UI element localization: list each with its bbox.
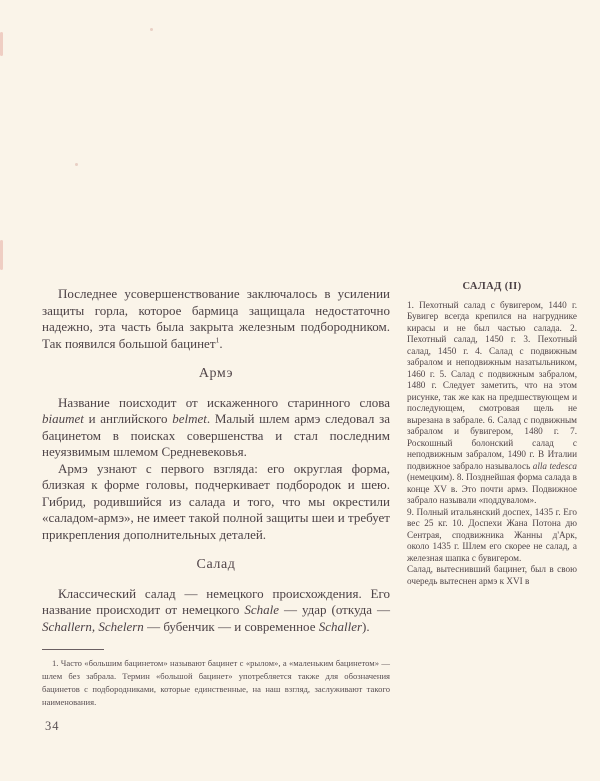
caption-heading: САЛАД (II) xyxy=(462,281,522,292)
arme-paragraph-2: Армэ узнают с первого взгляда: его округлая форма, близкая к форме головы, подчеркивает подбородок и шею. Гибрид, родившийся из салада и того, что мы окрестили «саладом-армэ», не имеет такой полной защиты шеи и требует прикрепления дополнительных деталей. xyxy=(42,460,390,542)
section-heading-salad: Салад xyxy=(196,557,236,572)
main-text-column xyxy=(42,286,390,635)
arme-paragraph-1: Название поисходит от искаженного старинного слова biaumet и английского belmet. Малый шлем армэ следовал за бацинетом в поисках совершенства и стал последним неуязвимым шлемом Средневековья. xyxy=(42,394,390,459)
caption-paragraph-3: Салад, вытеснивший бацинет, был в свою очередь вытеснен армэ к XVI в xyxy=(407,564,577,586)
scan-speck xyxy=(75,163,78,166)
caption-paragraph-1: 1. Пехотный салад с бувигером, 1440 г. Бувигер всегда крепился на нагруднике кирасы и не был частью салада. 2. Пехотный салад, 1450 г. 3. Пехотный салад, 1450 г. 4. Салад с подвижным забралом и неподвижным назатыльником, 1460 г. 5. Салад с подвижным забралом, 1480 г. Следует заметить, что на этом рисунке, так же как на предшествующем и последующем, смотровая щель не вырезана в забрале. 6. Салад с подвижным забралом и бувигером, 1480 г. 7. Роскошный болонский салад с неподвижным забралом, 1490 г. В Италии подвижное забрало называлось alla tedesca (немецким). 8. Позднейшая форма салада в конце XV в. Это почти армэ. Подвижное забрало называли «поддувалом». xyxy=(407,299,578,505)
scan-edge-artifact xyxy=(0,32,3,56)
scan-speck xyxy=(150,28,153,31)
footnote-block xyxy=(42,649,390,709)
caption-column xyxy=(407,281,577,587)
scan-edge-artifact xyxy=(0,240,3,270)
section-heading-arme: Армэ xyxy=(198,366,234,381)
intro-paragraph: Последнее усовершенствование заключалось в усилении защиты горла, которое бармица защищала недостаточно надежно, эта часть была закрыта железным подбородником. Так появился большой бацинет$^1$. xyxy=(42,286,390,351)
caption-paragraph-2: 9. Полный итальянский доспех, 1435 г. Его вес 25 кг. 10. Доспехи Жана Потона дю Сентрая, сподвижника Жанны д'Арк, около 1435 г. Шлем его скорее не салад, а железная шапка с бувигером. xyxy=(407,506,577,563)
page-number: 34 xyxy=(45,719,60,733)
footnote-rule xyxy=(42,649,104,650)
salad-paragraph-1: Классический салад — немецкого происхождения. Его название происходит от немецкого Schale — удар (откуда — Schallern, Schelern — бубенчик — и современное Schaller). xyxy=(42,585,390,634)
footnote-text: 1. Часто «большим бацинетом» называют бацинет с «рылом», а «маленьким бацинетом» — шлем без забрала. Термин «большой бацинет» употребляется также для обозначения бацинетов с подбородниками, которые единственные, на наш взгляд, заслуживают такого наименования. xyxy=(42,658,390,707)
